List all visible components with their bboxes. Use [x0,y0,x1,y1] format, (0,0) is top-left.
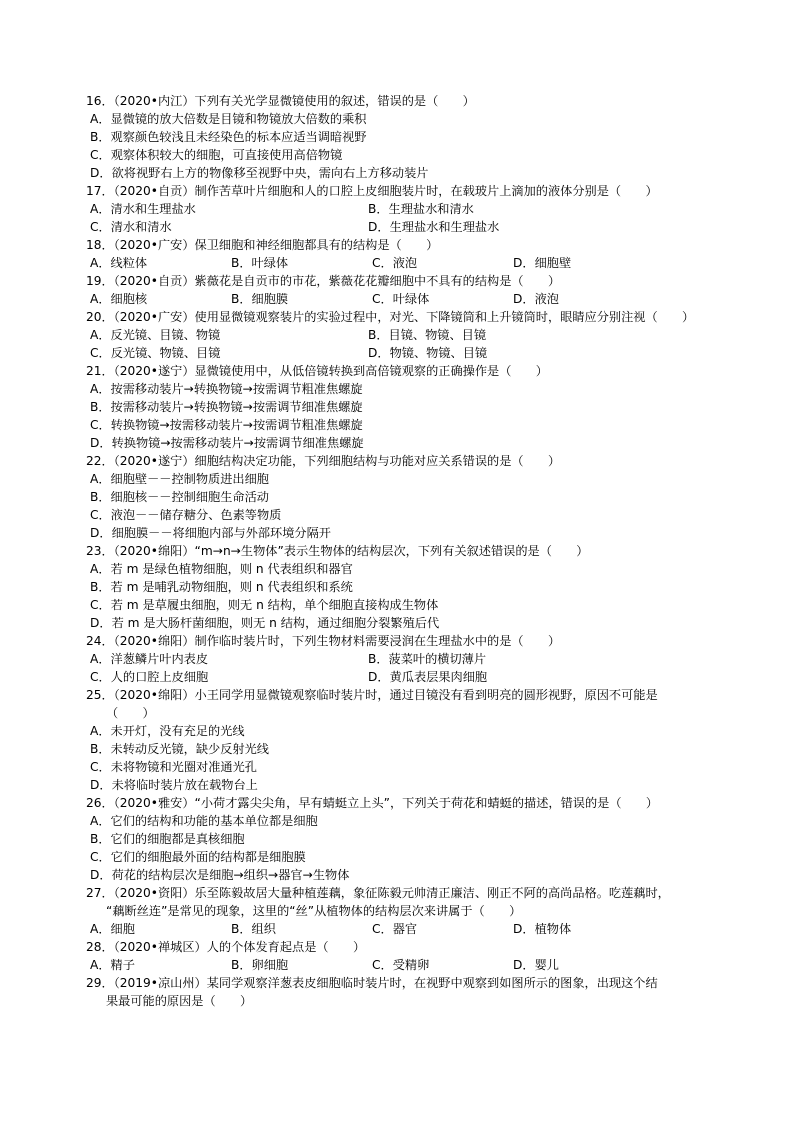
question-24 [86,632,726,686]
option-b: B．若 m 是哺乳动物细胞，则 n 代表组织和系统 [90,580,353,594]
option-a: A．它们的结构和功能的基本单位都是细胞 [90,814,318,828]
option-b: B．它们的细胞都是真核细胞 [90,832,245,846]
question-stem: 17．（2020•自贡）制作苦草叶片细胞和人的口腔上皮细胞装片时，在载玻片上滴加的液体分别是（ ） [86,184,658,198]
question-23 [86,542,726,632]
option-d: D．物镜、物镜、目镜 [368,346,488,360]
option-d: D．荷花的结构层次是细胞→组织→器官→生物体 [90,868,350,882]
option-c: C．叶绿体 [372,292,430,306]
option-b: B．组织 [231,922,276,936]
question-stem: 28．（2020•禅城区）人的个体发育起点是（ ） [86,940,366,954]
option-c: C．观察体积较大的细胞，可直接使用高倍物镜 [90,148,343,162]
option-c: C．液泡－－储存糖分、色素等物质 [90,508,282,522]
question-29 [86,974,726,1010]
question-17 [86,182,726,236]
question-27 [86,884,726,938]
question-18 [86,236,726,272]
option-a: A．细胞 [90,922,135,936]
options-row [86,920,726,938]
question-list [86,92,726,1010]
option-c: C．人的口腔上皮细胞 [90,670,209,684]
option-d: D．未将临时装片放在载物台上 [90,778,258,792]
question-20 [86,308,726,362]
option-a: A．显微镜的放大倍数是目镜和物镜放大倍数的乘积 [90,112,367,126]
question-stem: 18．（2020•广安）保卫细胞和神经细胞都具有的结构是（ ） [86,238,439,252]
option-b: B．观察颜色较浅且未经染色的标本应适当调暗视野 [90,130,367,144]
options-row [86,218,726,236]
question-stem: 22．（2020•遂宁）细胞结构决定功能，下列细胞结构与功能对应关系错误的是（ ） [86,454,561,468]
option-a: A．未开灯，没有充足的光线 [90,724,245,738]
option-d: D．植物体 [513,922,572,936]
option-a: A．洋葱鳞片叶内表皮 [90,652,209,666]
option-b: B．菠菜叶的横切薄片 [368,652,487,666]
option-c: C．液泡 [372,256,418,270]
option-c: C．清水和清水 [90,220,172,234]
option-d: D．转换物镜→按需移动装片→按需调节细准焦螺旋 [90,436,364,450]
option-a: A．细胞核 [90,292,148,306]
option-c: C．转换物镜→按需移动装片→按需调节粗准焦螺旋 [90,418,363,432]
question-19 [86,272,726,308]
option-b: B．叶绿体 [231,256,289,270]
question-21 [86,362,726,452]
option-b: B．未转动反光镜，缺少反射光线 [90,742,269,756]
option-b: B．按需移动装片→转换物镜→按需调节细准焦螺旋 [90,400,363,414]
option-c: C．受精卵 [372,958,430,972]
option-b: B．卵细胞 [231,958,289,972]
option-c: C．反光镜、物镜、目镜 [90,346,221,360]
question-stem: 16．（2020•内江）下列有关光学显微镜使用的叙述，错误的是（ ） [86,94,475,108]
option-a: A．反光镜、目镜、物镜 [90,328,221,342]
question-26 [86,794,726,884]
question-stem: 24．（2020•绵阳）制作临时装片时，下列生物材料需要浸润在生理盐水中的是（ ） [86,634,561,648]
option-a: A．精子 [90,958,135,972]
option-b: B．细胞核－－控制细胞生命活动 [90,490,269,504]
option-d: D．生理盐水和生理盐水 [368,220,500,234]
question-stem: 25．（2020•绵阳）小王同学用显微镜观察临时装片时，通过目镜没有看到明亮的圆形视野，原因不可能是 [86,688,658,702]
question-stem: 21．（2020•遂宁）显微镜使用中，从低倍镜转换到高倍镜观察的正确操作是（ ） [86,364,548,378]
options-row [86,326,726,344]
option-d: D．欲将视野右上方的物像移至视野中央，需向右上方移动装片 [90,166,429,180]
question-stem: 19．（2020•自贡）紫薇花是自贡市的市花，紫薇花花瓣细胞中不具有的结构是（ ） [86,274,561,288]
options-row [86,956,726,974]
question-stem: 23．（2020•绵阳）“m→n→生物体”表示生物体的结构层次，下列有关叙述错误的是（ ） [86,544,589,558]
option-c: C．它们的细胞最外面的结构都是细胞膜 [90,850,306,864]
option-a: A．若 m 是绿色植物细胞，则 n 代表组织和器官 [90,562,353,576]
option-b: B．生理盐水和清水 [368,202,474,216]
question-stem-continued: 果最可能的原因是（ ） [106,994,253,1008]
question-22 [86,452,726,542]
question-stem-continued: （ ） [106,706,155,720]
option-b: B．目镜、物镜、目镜 [368,328,487,342]
option-b: B．细胞膜 [231,292,289,306]
options-row [86,650,726,668]
option-d: D．若 m 是大肠杆菌细胞，则无 n 结构，通过细胞分裂繁殖后代 [90,616,440,630]
option-d: D．液泡 [513,292,559,306]
question-28 [86,938,726,974]
options-row [86,290,726,308]
option-d: D．婴儿 [513,958,559,972]
option-d: D．细胞膜－－将细胞内部与外部环境分隔开 [90,526,331,540]
question-stem: 29．（2019•凉山州）某同学观察洋葱表皮细胞临时装片时，在视野中观察到如图所示的图象，出现这个结 [86,976,658,990]
question-16 [86,92,726,182]
options-row [86,254,726,272]
question-stem: 27．（2020•资阳）乐至陈毅故居大量种植莲藕，象征陈毅元帅清正廉洁、刚正不阿的高尚品格。吃莲藕时， [86,886,670,900]
question-stem-continued: “藕断丝连”是常见的现象，这里的“丝”从植物体的结构层次来讲属于（ ） [106,904,522,918]
question-stem: 26．（2020•雅安）“小荷才露尖尖角，早有蜻蜓立上头”，下列关于荷花和蜻蜓的描述，错误的是（ ） [86,796,659,810]
option-c: C．若 m 是草履虫细胞，则无 n 结构，单个细胞直接构成生物体 [90,598,439,612]
options-row [86,344,726,362]
option-a: A．清水和生理盐水 [90,202,196,216]
option-d: D．细胞壁 [513,256,572,270]
option-c: C．未将物镜和光圈对准通光孔 [90,760,257,774]
option-d: D．黄瓜表层果肉细胞 [368,670,488,684]
options-row [86,200,726,218]
option-c: C．器官 [372,922,418,936]
option-a: A．按需移动装片→转换物镜→按需调节粗准焦螺旋 [90,382,363,396]
options-row [86,668,726,686]
option-a: A．线粒体 [90,256,148,270]
option-a: A．细胞壁－－控制物质进出细胞 [90,472,269,486]
question-25 [86,686,726,794]
question-stem: 20．（2020•广安）使用显微镜观察装片的实验过程中，对光、下降镜筒和上升镜筒时，眼睛应分别注视（ ） [86,310,695,324]
